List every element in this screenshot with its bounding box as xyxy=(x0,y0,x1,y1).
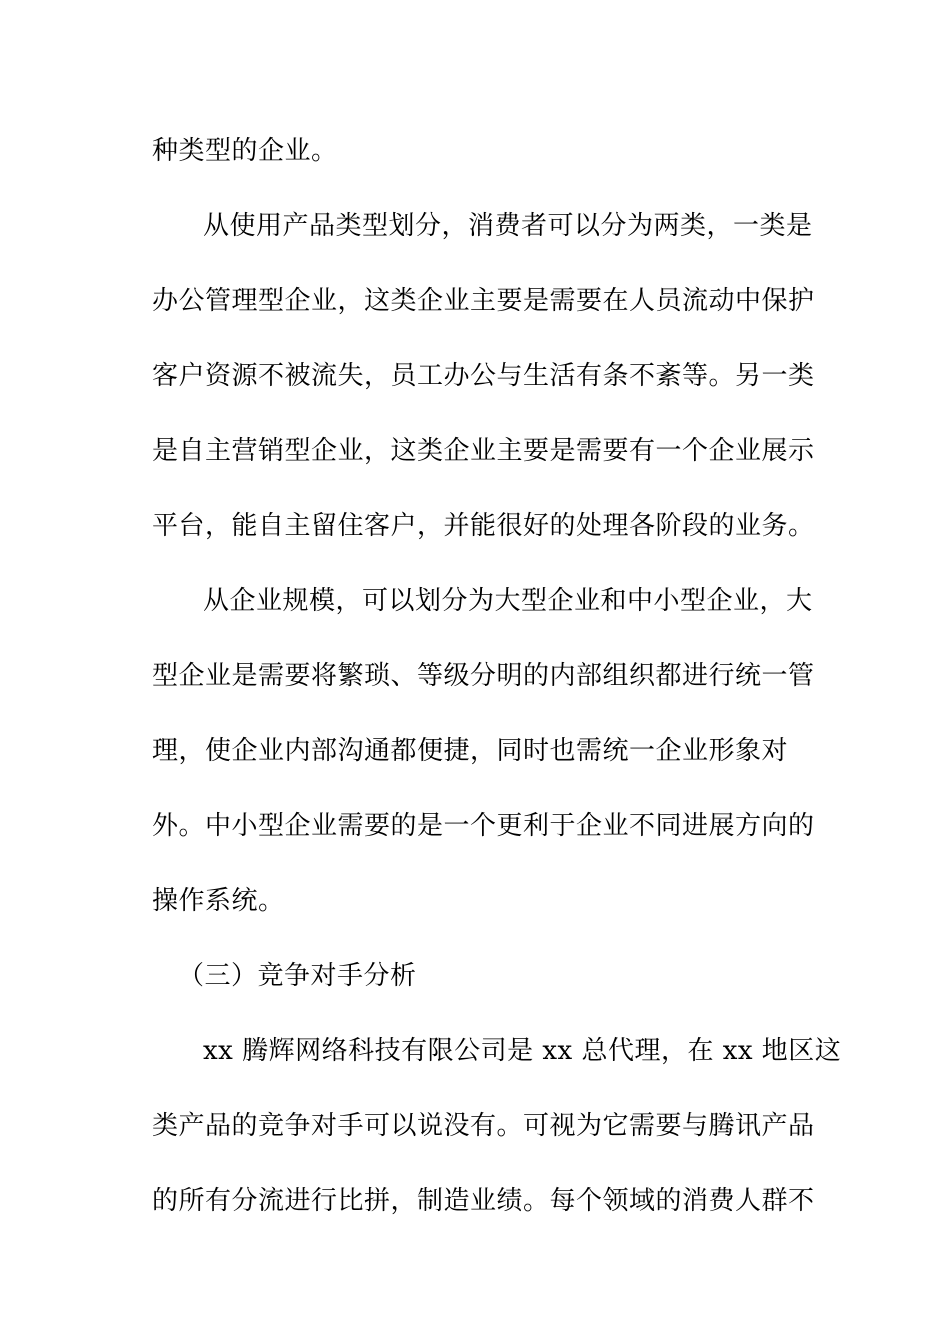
text-line: 是自主营销型企业，这类企业主要是需要有一个企业展示 xyxy=(152,436,815,466)
text-line: 办公管理型企业，这类企业主要是需要在人员流动中保护 xyxy=(152,286,815,316)
text-line: 平台，能自主留住客户，并能很好的处理各阶段的业务。 xyxy=(152,511,815,541)
text-line: 种类型的企业。 xyxy=(152,136,338,166)
section-heading: （三）竞争对手分析 xyxy=(178,961,417,991)
paragraph-first-line: xx 腾辉网络科技有限公司是 xx 总代理，在 xx 地区这 xyxy=(203,1036,842,1066)
paragraph-first-line: 从企业规模，可以划分为大型企业和中小型企业，大 xyxy=(203,586,813,616)
text-line: 型企业是需要将繁琐、等级分明的内部组织都进行统一管 xyxy=(152,661,815,691)
text-line: 的所有分流进行比拼，制造业绩。每个领域的消费人群不 xyxy=(152,1186,815,1216)
paragraph-first-line: 从使用产品类型划分，消费者可以分为两类，一类是 xyxy=(203,211,813,241)
text-line: 操作系统。 xyxy=(152,886,285,916)
text-line: 客户资源不被流失，员工办公与生活有条不紊等。另一类 xyxy=(152,361,815,391)
text-line: 外。中小型企业需要的是一个更利于企业不同进展方向的 xyxy=(152,811,815,841)
text-line: 理，使企业内部沟通都便捷，同时也需统一企业形象对 xyxy=(152,736,789,766)
text-line: 类产品的竞争对手可以说没有。可视为它需要与腾讯产品 xyxy=(152,1111,815,1141)
